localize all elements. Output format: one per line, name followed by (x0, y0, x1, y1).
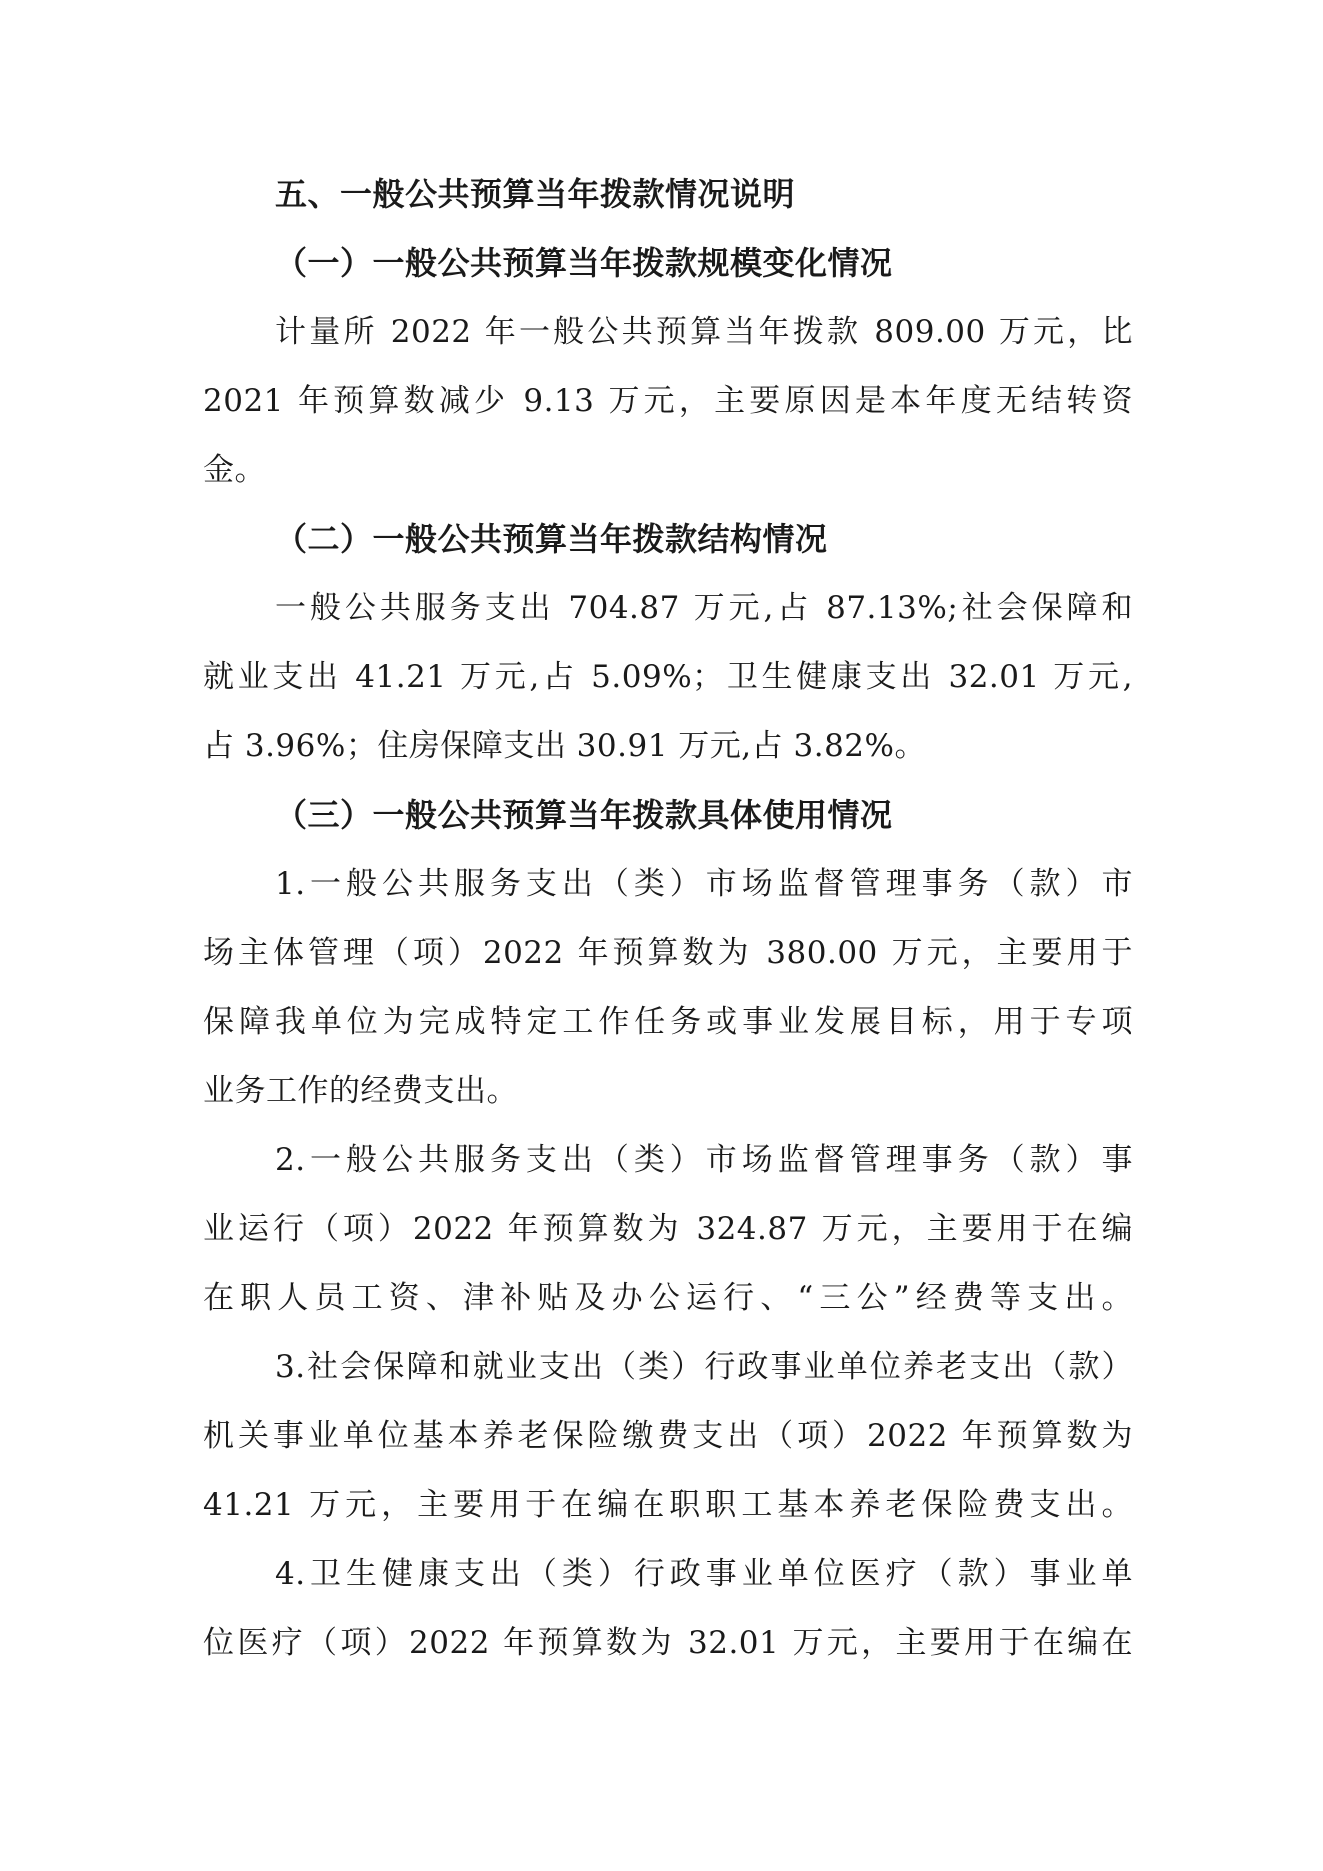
paragraph-line: 金。 (203, 452, 266, 488)
paragraph-line: 2021 年预算数减少 9.13 万元，主要原因是本年度无结转资 (203, 383, 1133, 419)
subsection-title-3: （三）一般公共预算当年拨款具体使用情况 (275, 796, 893, 834)
paragraph-line: 3.社会保障和就业支出（类）行政事业单位养老支出（款） (275, 1349, 1133, 1385)
paragraph-line: 业务工作的经费支出。 (203, 1073, 518, 1109)
subsection-title-1: （一）一般公共预算当年拨款规模变化情况 (275, 244, 893, 282)
paragraph-line: 占 3.96%；住房保障支出 30.91 万元,占 3.82%。 (203, 728, 926, 764)
paragraph-line: 位医疗（项）2022 年预算数为 32.01 万元，主要用于在编在 (203, 1625, 1133, 1661)
paragraph-line: 机关事业单位基本养老保险缴费支出（项）2022 年预算数为 (203, 1418, 1133, 1454)
paragraph-line: 计量所 2022 年一般公共预算当年拨款 809.00 万元，比 (275, 314, 1133, 350)
paragraph-line: 1.一般公共服务支出（类）市场监督管理事务（款）市 (275, 866, 1133, 902)
paragraph-line: 业运行（项）2022 年预算数为 324.87 万元，主要用于在编 (203, 1211, 1133, 1247)
paragraph-line: 41.21 万元，主要用于在编在职职工基本养老保险费支出。 (203, 1487, 1133, 1523)
paragraph-line: 2.一般公共服务支出（类）市场监督管理事务（款）事 (275, 1142, 1133, 1178)
paragraph-line: 保障我单位为完成特定工作任务或事业发展目标，用于专项 (203, 1004, 1133, 1040)
paragraph-line: 在职人员工资、津补贴及办公运行、“三公”经费等支出。 (203, 1280, 1133, 1316)
section-heading: 五、一般公共预算当年拨款情况说明 (275, 175, 796, 213)
paragraph-line: 场主体管理（项）2022 年预算数为 380.00 万元，主要用于 (203, 935, 1133, 971)
paragraph-line: 就业支出 41.21 万元,占 5.09%；卫生健康支出 32.01 万元, (203, 659, 1133, 695)
paragraph-line: 4.卫生健康支出（类）行政事业单位医疗（款）事业单 (275, 1556, 1133, 1592)
document-page (203, 160, 1133, 1678)
subsection-title-2: （二）一般公共预算当年拨款结构情况 (275, 520, 828, 558)
paragraph-line: 一般公共服务支出 704.87 万元,占 87.13%;社会保障和 (275, 590, 1133, 626)
